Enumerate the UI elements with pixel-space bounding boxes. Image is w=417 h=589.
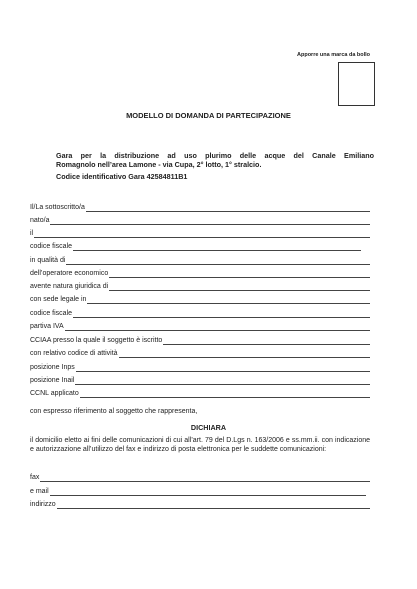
form-field-row	[30, 257, 65, 265]
contact-field-label: indirizzo	[30, 501, 56, 508]
field-label: nato/a	[30, 217, 50, 224]
form-field-row	[30, 296, 86, 304]
domicile-paragraph: il domicilio eletto ai fini delle comunicazioni di cui all’art. 79 del D.Lgs n. 163/2006 e ss.mm.ii. con indicazione e autorizzazione all’utilizzo del fax e indirizzo di posta elettronica per le suddette comunicazioni:	[30, 437, 370, 454]
form-field-row	[30, 364, 75, 372]
form-field-row	[30, 337, 162, 345]
fill-in-line[interactable]	[75, 384, 370, 385]
field-label: dell’operatore economico	[30, 270, 109, 277]
fill-in-line[interactable]	[65, 330, 370, 331]
field-label: partiva IVA	[30, 323, 64, 330]
contact-field-label: fax	[30, 474, 40, 481]
reference-note: con espresso riferimento al soggetto che rappresenta,	[30, 408, 198, 415]
fill-in-line[interactable]	[73, 250, 361, 251]
field-label: Il/La sottoscritto/a	[30, 204, 85, 211]
fill-in-line[interactable]	[86, 211, 370, 212]
form-field-row	[30, 323, 64, 331]
form-field-row	[30, 204, 85, 212]
field-label: il	[30, 230, 34, 237]
field-label: posizione Inps	[30, 364, 75, 371]
tender-line-1: Gara per la distribuzione ad uso plurimo delle acque del Canale Emiliano	[56, 151, 374, 160]
contact-field-row	[30, 488, 49, 496]
fill-in-line[interactable]	[119, 357, 370, 358]
stamp-box	[338, 62, 375, 106]
fill-in-line[interactable]	[109, 290, 370, 291]
fill-in-line[interactable]	[50, 224, 370, 225]
stamp-instruction: Apporre una marca da bollo	[297, 52, 371, 58]
form-field-row	[30, 377, 74, 385]
document-title: MODELLO DI DOMANDA DI PARTECIPAZIONE	[126, 111, 291, 120]
fill-in-line[interactable]	[50, 495, 366, 496]
tender-line-2: Romagnolo nell’area Lamone - via Cupa, 2° lotto, 1° stralcio.	[56, 160, 262, 169]
fill-in-line[interactable]	[73, 317, 370, 318]
fill-in-line[interactable]	[87, 303, 370, 304]
tender-description	[56, 151, 374, 169]
fill-in-line[interactable]	[66, 264, 370, 265]
field-label: con sede legale in	[30, 296, 87, 303]
field-label: con relativo codice di attività	[30, 350, 118, 357]
contact-field-label: e mail	[30, 488, 49, 495]
form-field-row	[30, 390, 79, 398]
contact-field-row	[30, 501, 56, 509]
field-label: in qualità di	[30, 257, 66, 264]
form-field-row	[30, 270, 108, 278]
fill-in-line[interactable]	[76, 371, 370, 372]
field-label: CCNL applicato	[30, 390, 79, 397]
dichiara-heading: DICHIARA	[190, 423, 227, 432]
field-label: posizione Inail	[30, 377, 75, 384]
form-field-row	[30, 350, 118, 358]
field-label: avente natura giuridica di	[30, 283, 109, 290]
fill-in-line[interactable]	[57, 508, 370, 509]
fill-in-line[interactable]	[40, 481, 370, 482]
form-field-row	[30, 217, 49, 225]
field-label: codice fiscale	[30, 310, 73, 317]
form-field-row	[30, 243, 72, 251]
tender-code: Codice identificativo Gara 42584811B1	[56, 172, 188, 181]
contact-field-row	[30, 474, 39, 482]
fill-in-line[interactable]	[109, 277, 370, 278]
field-label: CCIAA presso la quale il soggetto è iscritto	[30, 337, 163, 344]
form-field-row	[30, 230, 33, 238]
fill-in-line[interactable]	[163, 344, 370, 345]
field-label: codice fiscale	[30, 243, 73, 250]
form-field-row	[30, 310, 72, 318]
fill-in-line[interactable]	[34, 237, 370, 238]
fill-in-line[interactable]	[80, 397, 370, 398]
form-field-row	[30, 283, 108, 291]
